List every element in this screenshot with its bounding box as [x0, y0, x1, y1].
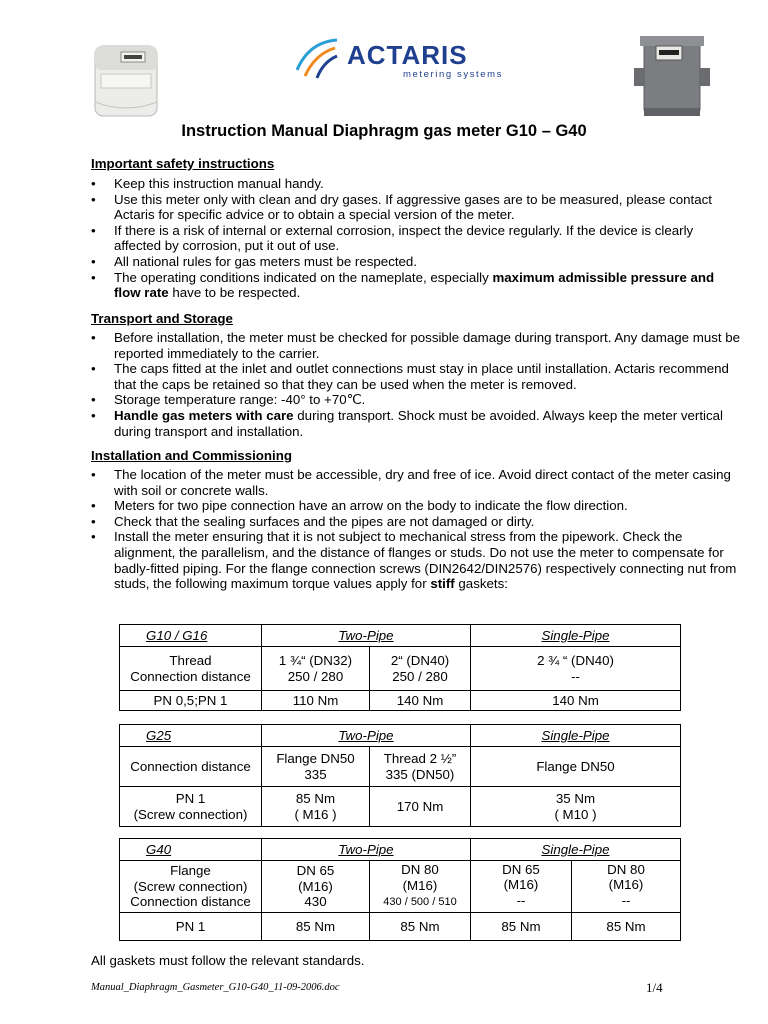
footer-filename: Manual_Diaphragm_Gasmeter_G10-G40_11-09-2006.doc	[91, 982, 340, 993]
table-cell: PN 0,5;PN 1	[120, 691, 262, 711]
heading-transport: Transport and Storage	[91, 311, 233, 326]
table-cell: 85 Nm	[572, 913, 681, 941]
table-cell: Thread 2 ½” 335 (DN50)	[370, 747, 471, 787]
list-item: • Use this meter only with clean and dry gases. If aggressive gases are to be measured, please contact Actaris for specific advice or to obtain a special version of the meter.	[91, 192, 741, 223]
list-item: • Check that the sealing surfaces and the pipes are not damaged or dirty.	[91, 514, 741, 530]
table-cell: Flange DN50	[471, 747, 681, 787]
table-header: Single-Pipe	[471, 725, 681, 747]
page-number: 1/4	[646, 980, 663, 995]
table-cell: DN 80 (M16) --	[572, 861, 681, 913]
table-cell: Connection distance	[120, 747, 262, 787]
table-header: Two-Pipe	[262, 725, 471, 747]
diaphragm-gas-meter-photo	[91, 42, 161, 120]
table-cell: 85 Nm	[471, 913, 572, 941]
logo-tagline: metering systems	[403, 69, 504, 80]
table-cell: 85 Nm	[370, 913, 471, 941]
table-cell: PN 1 (Screw connection)	[120, 787, 262, 827]
torque-table-g25	[119, 724, 681, 827]
table-header: Two-Pipe	[262, 839, 471, 861]
list-item: • The operating conditions indicated on the nameplate, especially maximum admissible pressure and flow rate have to be respected.	[91, 270, 741, 301]
table-cell: Flange (Screw connection) Connection distance	[120, 861, 262, 913]
table-cell: 2“ (DN40) 250 / 280	[370, 647, 471, 691]
table-header: Two-Pipe	[262, 625, 471, 647]
list-item: • If there is a risk of internal or external corrosion, inspect the device regularly. If the device is clearly affected by corrosion, put it out of use.	[91, 223, 741, 254]
table-cell: Thread Connection distance	[120, 647, 262, 691]
table-cell: 170 Nm	[370, 787, 471, 827]
table-cell: 35 Nm ( M10 )	[471, 787, 681, 827]
table-cell: 2 ¾ “ (DN40) --	[471, 647, 681, 691]
torque-table-g10-g16	[119, 624, 681, 711]
list-item: • Handle gas meters with care during transport. Shock must be avoided. Always keep the meter vertical during transport and installation.	[91, 408, 741, 439]
logo-wordmark: ACTARIS	[347, 40, 468, 70]
table-header: G10 / G16	[120, 625, 262, 647]
table-cell: DN 65 (M16) --	[471, 861, 572, 913]
list-item: • Keep this instruction manual handy.	[91, 176, 741, 192]
table-cell: 85 Nm	[262, 913, 370, 941]
heading-installation: Installation and Commissioning	[91, 448, 292, 463]
list-installation	[91, 467, 741, 592]
table-header: G40	[120, 839, 262, 861]
page-title: Instruction Manual Diaphragm gas meter G10 – G40	[181, 122, 587, 140]
table-cell: PN 1	[120, 913, 262, 941]
table-header: Single-Pipe	[471, 625, 681, 647]
table-cell: 1 ¾“ (DN32) 250 / 280	[262, 647, 370, 691]
list-item: • The caps fitted at the inlet and outlet connections must stay in place until installation. Actaris recommend that the caps be retained so that they can be used when the meter is removed.	[91, 361, 741, 392]
table-cell: Flange DN50 335	[262, 747, 370, 787]
closing-note: All gaskets must follow the relevant standards.	[91, 953, 365, 968]
table-cell: 140 Nm	[471, 691, 681, 711]
list-transport	[91, 330, 741, 439]
table-header: Single-Pipe	[471, 839, 681, 861]
list-item: • Before installation, the meter must be checked for possible damage during transport. Any damage must be reported immediately to the carrier.	[91, 330, 741, 361]
list-item: • The location of the meter must be accessible, dry and free of ice. Avoid direct contact of the meter casing with soil or concrete walls.	[91, 467, 741, 498]
list-item: • Install the meter ensuring that it is not subject to mechanical stress from the pipework. Check the alignment, the parallelism, and the distance of flanges or studs. Do not use the meter to compensate for badly-fitted piping. For the flange connection screws (DIN2642/DIN2576) respectively connecting nut from studs, the following maximum torque values apply for stiff gaskets:	[91, 529, 741, 591]
list-item: • Storage temperature range: -40° to +70℃.	[91, 392, 741, 408]
table-cell: DN 80 (M16) 430 / 500 / 510	[370, 861, 471, 913]
industrial-gas-meter-photo	[634, 28, 710, 120]
table-cell: 110 Nm	[262, 691, 370, 711]
list-item: • All national rules for gas meters must be respected.	[91, 254, 741, 270]
table-cell: 85 Nm ( M16 )	[262, 787, 370, 827]
table-cell: DN 65 (M16) 430	[262, 861, 370, 913]
table-header: G25	[120, 725, 262, 747]
list-safety	[91, 176, 741, 301]
torque-table-g40	[119, 838, 681, 941]
list-item: • Meters for two pipe connection have an arrow on the body to indicate the flow direction.	[91, 498, 741, 514]
actaris-logo	[295, 36, 520, 82]
table-cell: 140 Nm	[370, 691, 471, 711]
heading-safety: Important safety instructions	[91, 156, 275, 171]
